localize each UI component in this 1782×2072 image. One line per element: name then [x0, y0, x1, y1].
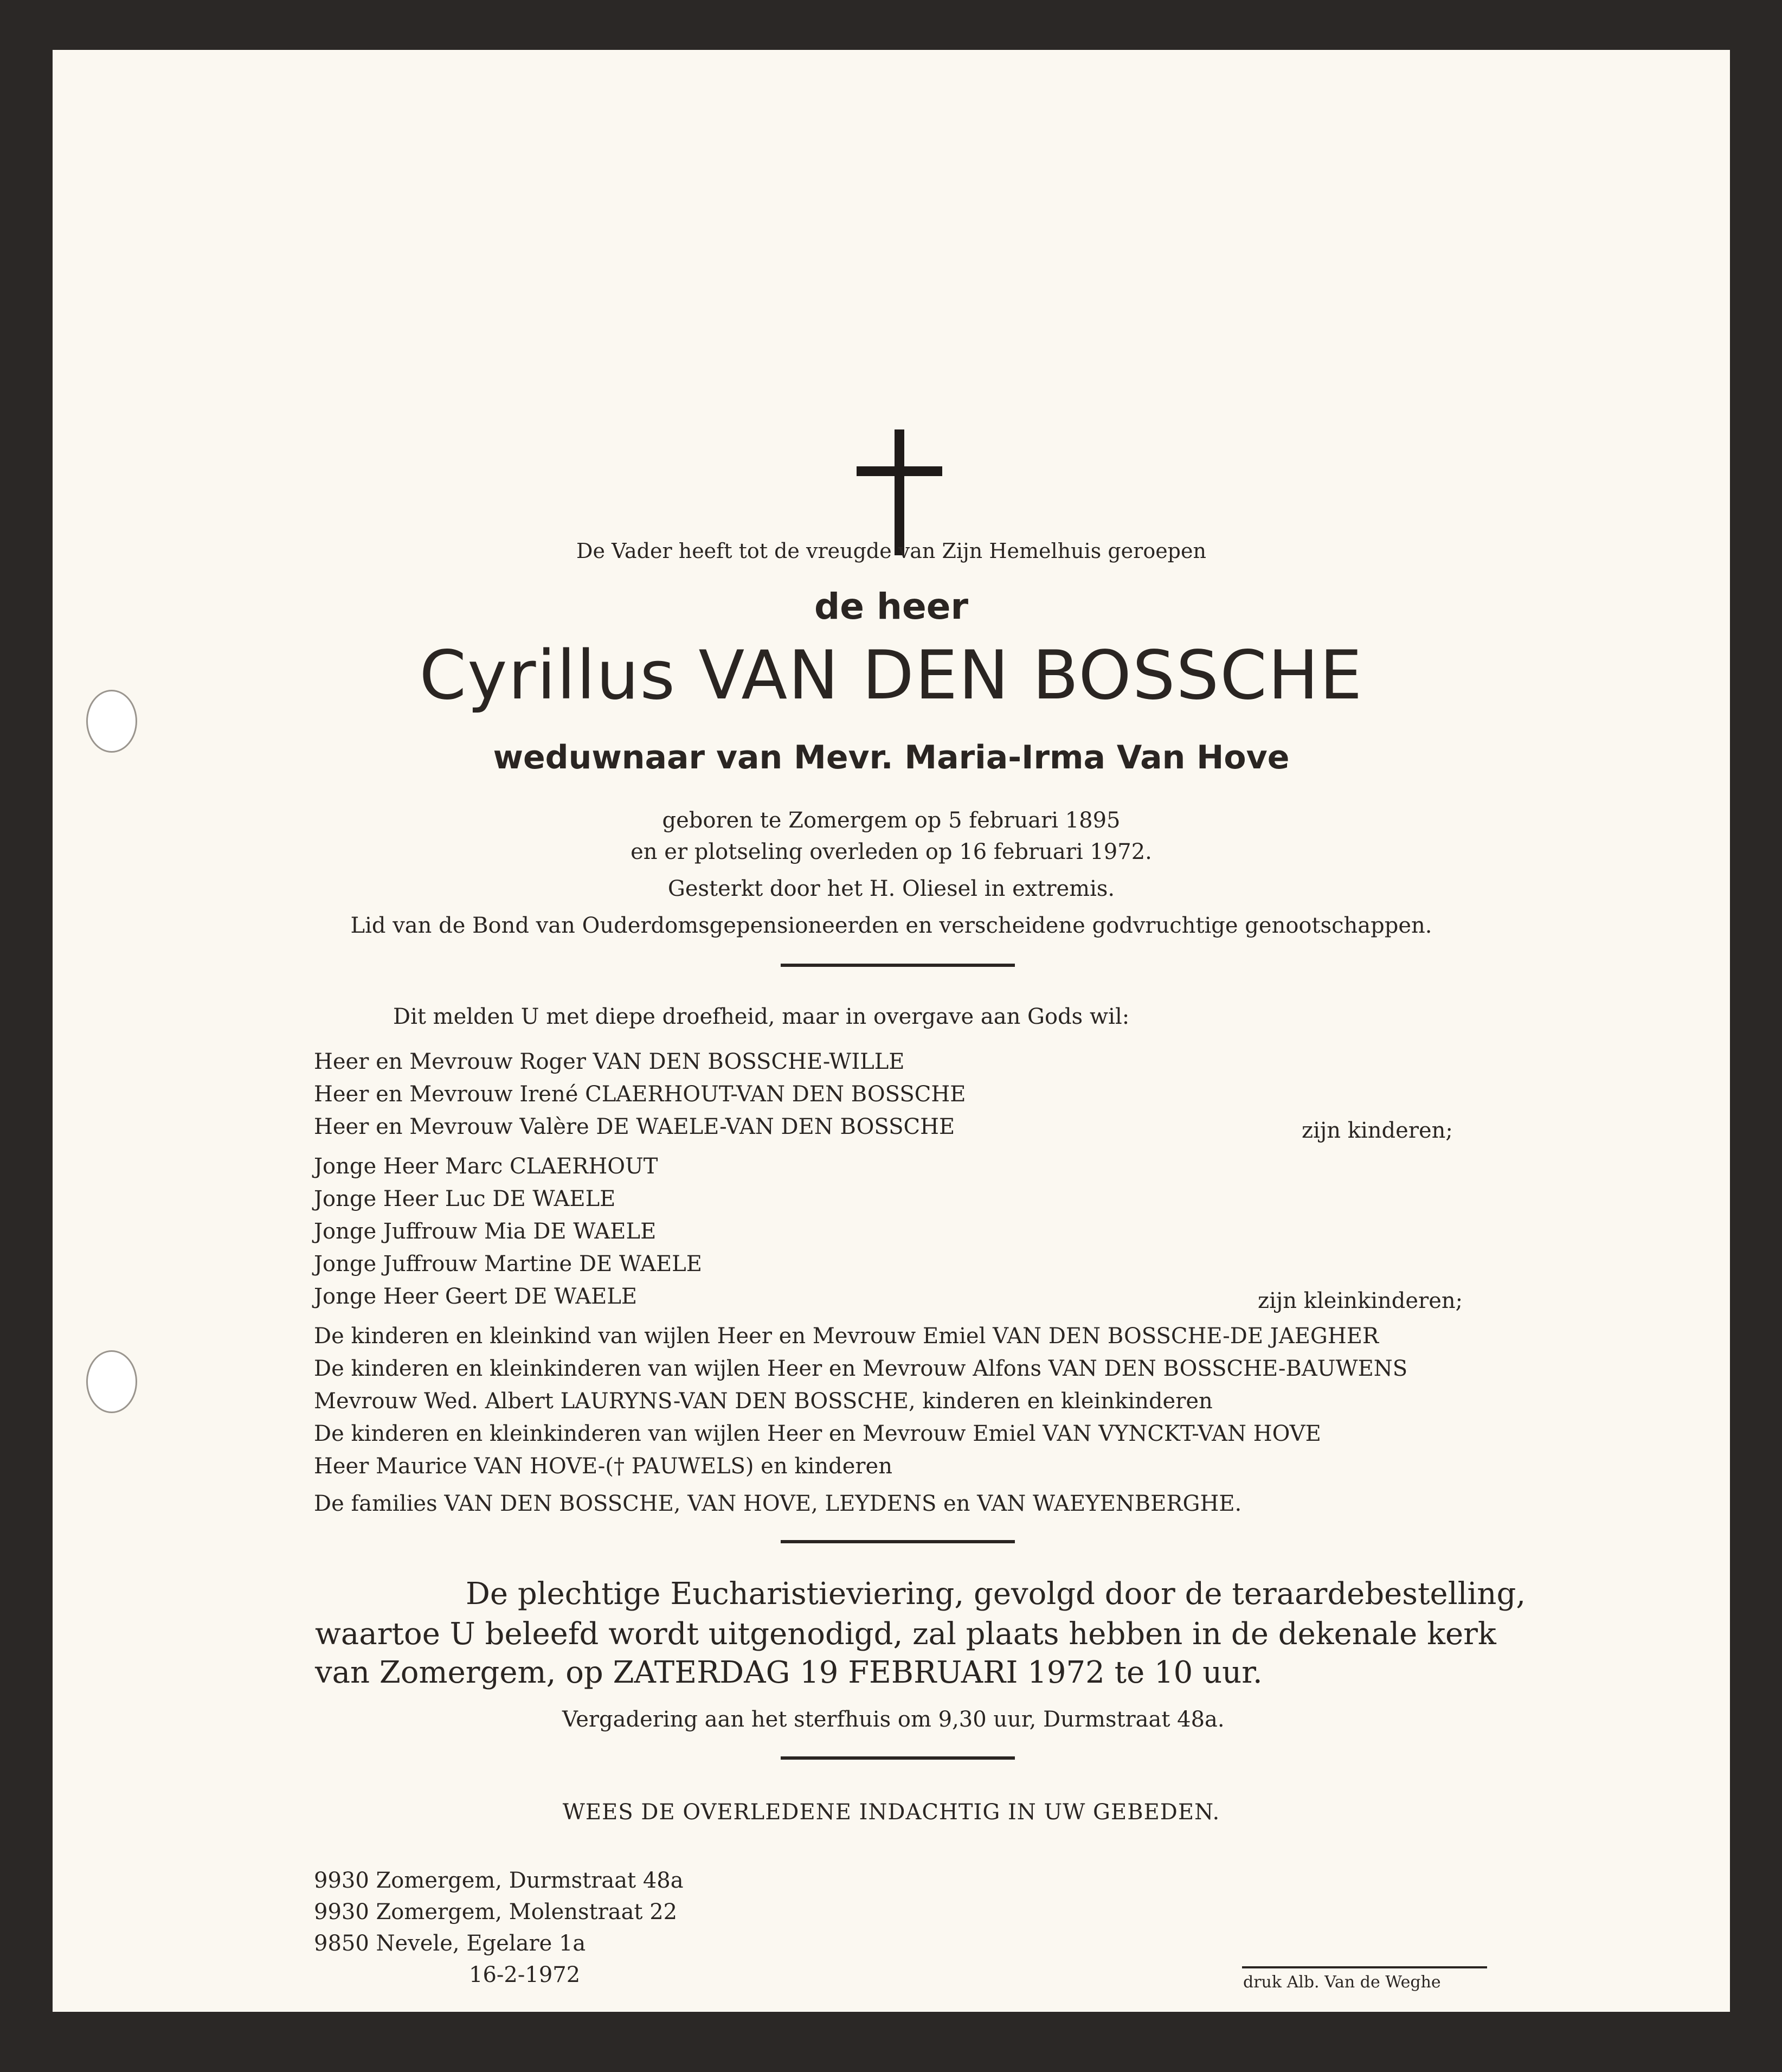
punch-hole-bottom — [86, 1350, 137, 1413]
announce-line: Dit melden U met diepe droefheid, maar in overgave aan Gods wil: — [393, 1004, 1130, 1029]
list-item: Heer Maurice VAN HOVE-(† PAUWELS) en kinderen — [314, 1454, 892, 1479]
membership-line: Lid van de Bond van Ouderdomsgepensioneerden en verscheidene godvruchtige genootschappen. — [350, 913, 1432, 938]
deceased-name: Cyrillus VAN DEN BOSSCHE — [419, 637, 1363, 715]
service-line-1: De plechtige Eucharistieviering, gevolgd door de teraardebestelling, — [466, 1576, 1526, 1612]
mourning-card — [53, 50, 1730, 2012]
list-item: Jonge Juffrouw Martine DE WAELE — [314, 1252, 702, 1276]
divider — [781, 1756, 1015, 1760]
sacrament-line: Gesterkt door het H. Oliesel in extremis. — [667, 876, 1115, 901]
list-item: Heer en Mevrouw Irené CLAERHOUT-VAN DEN BOSSCHE — [314, 1082, 966, 1107]
spouse-line: weduwnaar van Mevr. Maria-Irma Van Hove — [493, 739, 1290, 777]
list-item: Jonge Heer Geert DE WAELE — [314, 1284, 638, 1309]
list-item: Jonge Heer Marc CLAERHOUT — [314, 1154, 658, 1179]
address-line: 9930 Zomergem, Molenstraat 22 — [314, 1900, 678, 1925]
list-item: De kinderen en kleinkind van wijlen Heer en Mevrouw Emiel VAN DEN BOSSCHE-DE JAEGHER — [314, 1324, 1379, 1349]
divider — [781, 1540, 1015, 1543]
address-line: 9850 Nevele, Egelare 1a — [314, 1931, 586, 1956]
service-line-3: van Zomergem, op ZATERDAG 19 FEBRUARI 1972 te 10 uur. — [315, 1655, 1263, 1690]
printer-rule — [1242, 1966, 1487, 1968]
list-item: Mevrouw Wed. Albert LAURYNS-VAN DEN BOSSCHE, kinderen en kleinkinderen — [314, 1389, 1213, 1414]
list-item: Jonge Heer Luc DE WAELE — [314, 1186, 616, 1211]
list-item: De kinderen en kleinkinderen van wijlen Heer en Mevrouw Emiel VAN VYNCKT-VAN HOVE — [314, 1421, 1321, 1446]
intro-line: De Vader heeft tot de vreugde van Zijn Hemelhuis geroepen — [576, 539, 1206, 563]
list-item: Jonge Juffrouw Mia DE WAELE — [314, 1219, 657, 1244]
list-item: De families VAN DEN BOSSCHE, VAN HOVE, LEYDENS en VAN WAEYENBERGHE. — [314, 1491, 1242, 1516]
address-line: 9930 Zomergem, Durmstraat 48a — [314, 1868, 684, 1893]
card-date: 16-2-1972 — [469, 1962, 581, 1987]
title-prefix: de heer — [814, 586, 969, 627]
service-line-2: waartoe U beleefd wordt uitgenodigd, zal plaats hebben in de dekenale kerk — [315, 1616, 1496, 1652]
children-label: zijn kinderen; — [1302, 1118, 1453, 1143]
death-line: en er plotseling overleden op 16 februari 1972. — [631, 839, 1152, 864]
grandchildren-label: zijn kleinkinderen; — [1258, 1288, 1463, 1313]
printer-credit: druk Alb. Van de Weghe — [1243, 1973, 1441, 1992]
list-item: Heer en Mevrouw Valère DE WAELE-VAN DEN BOSSCHE — [314, 1114, 955, 1139]
gathering-line: Vergadering aan het sterfhuis om 9,30 uur, Durmstraat 48a. — [562, 1707, 1225, 1732]
list-item: Heer en Mevrouw Roger VAN DEN BOSSCHE-WILLE — [314, 1049, 905, 1074]
divider — [781, 964, 1015, 967]
prayer-line: WEES DE OVERLEDENE INDACHTIG IN UW GEBEDEN. — [562, 1800, 1220, 1825]
list-item: De kinderen en kleinkinderen van wijlen Heer en Mevrouw Alfons VAN DEN BOSSCHE-BAUWENS — [314, 1356, 1408, 1381]
birth-line: geboren te Zomergem op 5 februari 1895 — [662, 808, 1121, 833]
